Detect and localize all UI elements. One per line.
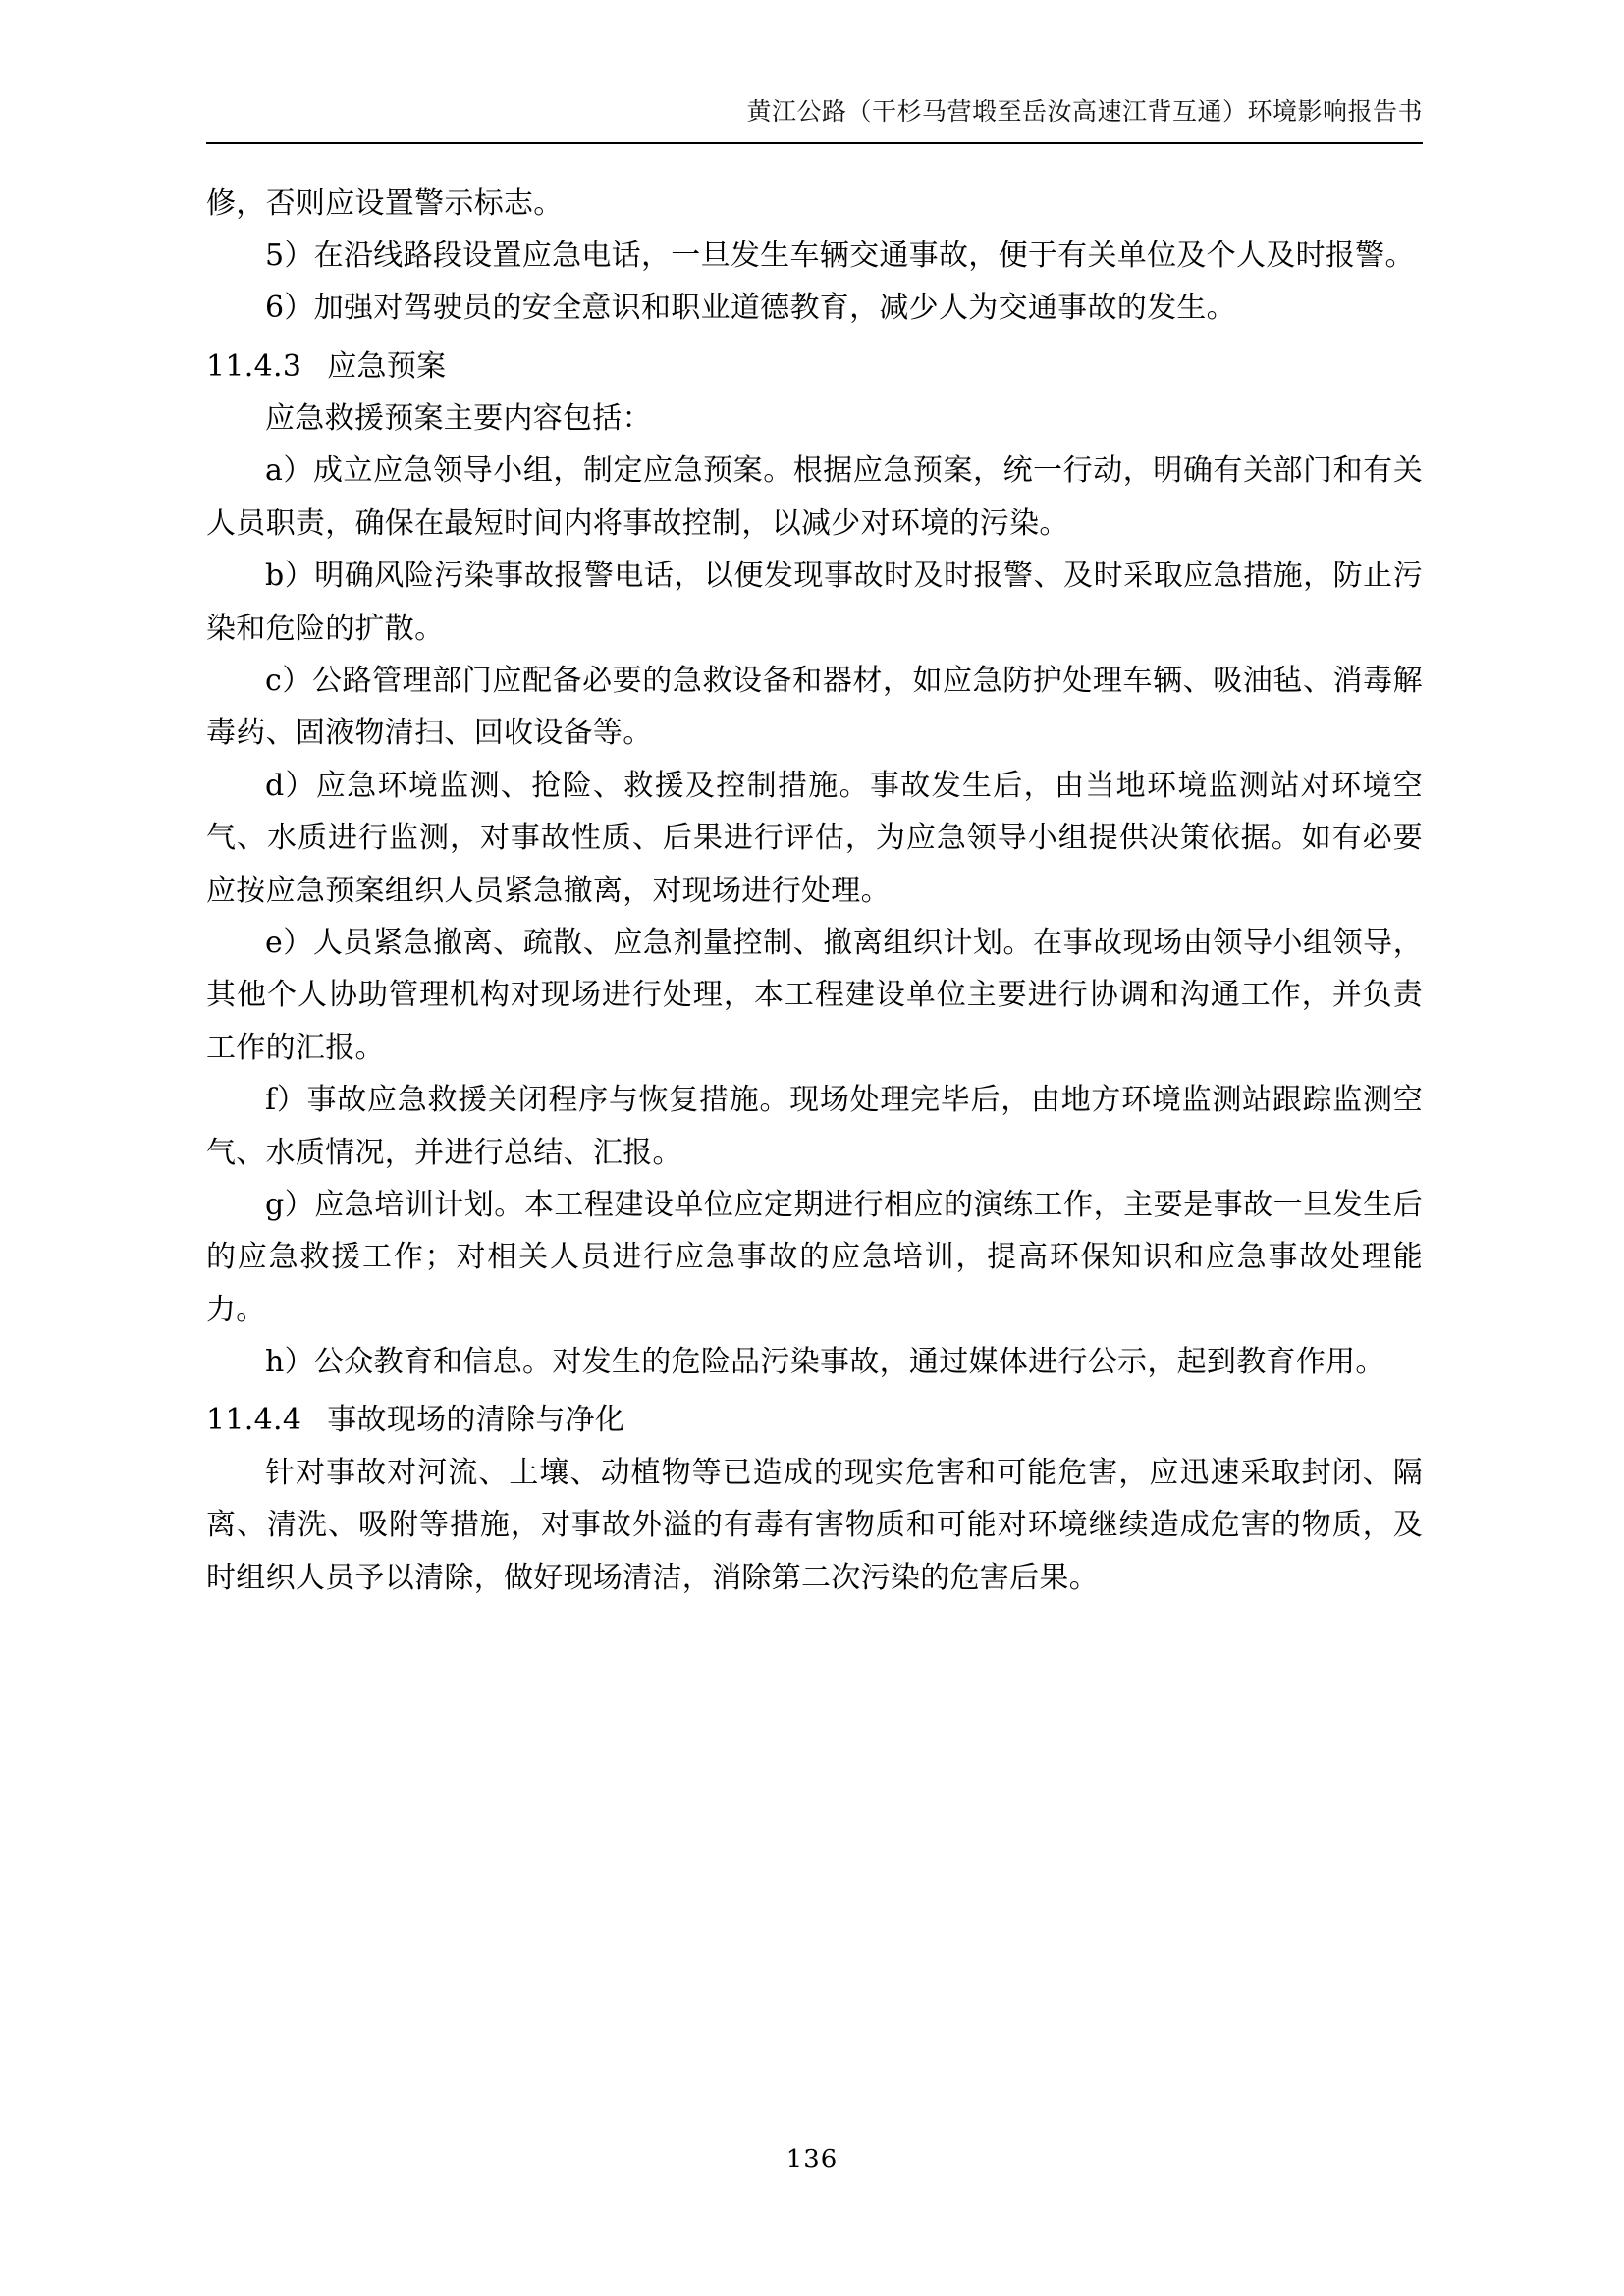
section-number: 11.4.3 — [206, 348, 302, 384]
page-header — [206, 93, 1423, 142]
header-divider — [206, 142, 1423, 144]
paragraph: 针对事故对河流、土壤、动植物等已造成的现实危害和可能危害，应迅速采取封闭、隔离、清洗、吸附等措施，对事故外溢的有毒有害物质和可能对环境继续造成危害的物质，及时组织人员予以清除，做好现场清洁，消除第二次污染的危害后果。 — [206, 1455, 1423, 1595]
paragraph: 6）加强对驾驶员的安全意识和职业道德教育，减少人为交通事故的发生。 — [265, 291, 1236, 326]
section-title: 事故现场的清除与净化 — [327, 1403, 625, 1438]
paragraph: a）成立应急领导小组，制定应急预案。根据应急预案，统一行动，明确有关部门和有关人员职责，确保在最短时间内将事故控制，以减少对环境的污染。 — [206, 454, 1423, 541]
section-title: 应急预案 — [327, 348, 447, 384]
paragraph: 应急救援预案主要内容包括： — [265, 401, 652, 437]
paragraph: e）人员紧急撤离、疏散、应急剂量控制、撤离组织计划。在事故现场由领导小组领导，其他个人协助管理机构对现场进行处理，本工程建设单位主要进行协调和沟通工作，并负责工作的汇报。 — [206, 925, 1423, 1065]
paragraph: d）应急环境监测、抢险、救援及控制措施。事故发生后，由当地环境监测站对环境空气、水质进行监测，对事故性质、后果进行评估，为应急领导小组提供决策依据。如有必要应按应急预案组织人员紧急撤离，对现场进行处理。 — [206, 768, 1423, 908]
paragraph: b）明确风险污染事故报警电话，以便发现事故时及时报警、及时采取应急措施，防止污染和危险的扩散。 — [206, 559, 1423, 646]
paragraph: h）公众教育和信息。对发生的危险品污染事故，通过媒体进行公示，起到教育作用。 — [265, 1345, 1385, 1380]
page-content — [206, 93, 1423, 1604]
section-heading — [206, 1394, 1423, 1446]
paragraph: c）公路管理部门应配备必要的急救设备和器材，如应急防护处理车辆、吸油毡、消毒解毒药、固液物清扫、回收设备等。 — [206, 664, 1423, 751]
paragraph: g）应急培训计划。本工程建设单位应定期进行相应的演练工作，主要是事故一旦发生后的应急救援工作；对相关人员进行应急事故的应急培训，提高环保知识和应急事故处理能力。 — [206, 1187, 1423, 1327]
paragraph: 修，否则应设置警示标志。 — [206, 186, 564, 221]
section-heading — [206, 341, 1423, 393]
section-number: 11.4.4 — [206, 1403, 302, 1438]
page-number: 136 — [785, 2145, 839, 2174]
paragraph: 5）在沿线路段设置应急电话，一旦发生车辆交通事故，便于有关单位及个人及时报警。 — [265, 238, 1415, 273]
paragraph: f）事故应急救援关闭程序与恢复措施。现场处理完毕后，由地方环境监测站跟踪监测空气、水质情况，并进行总结、汇报。 — [206, 1083, 1423, 1170]
header-title: 黄江公路（干杉马营塅至岳汝高速江背互通）环境影响报告书 — [746, 97, 1423, 126]
